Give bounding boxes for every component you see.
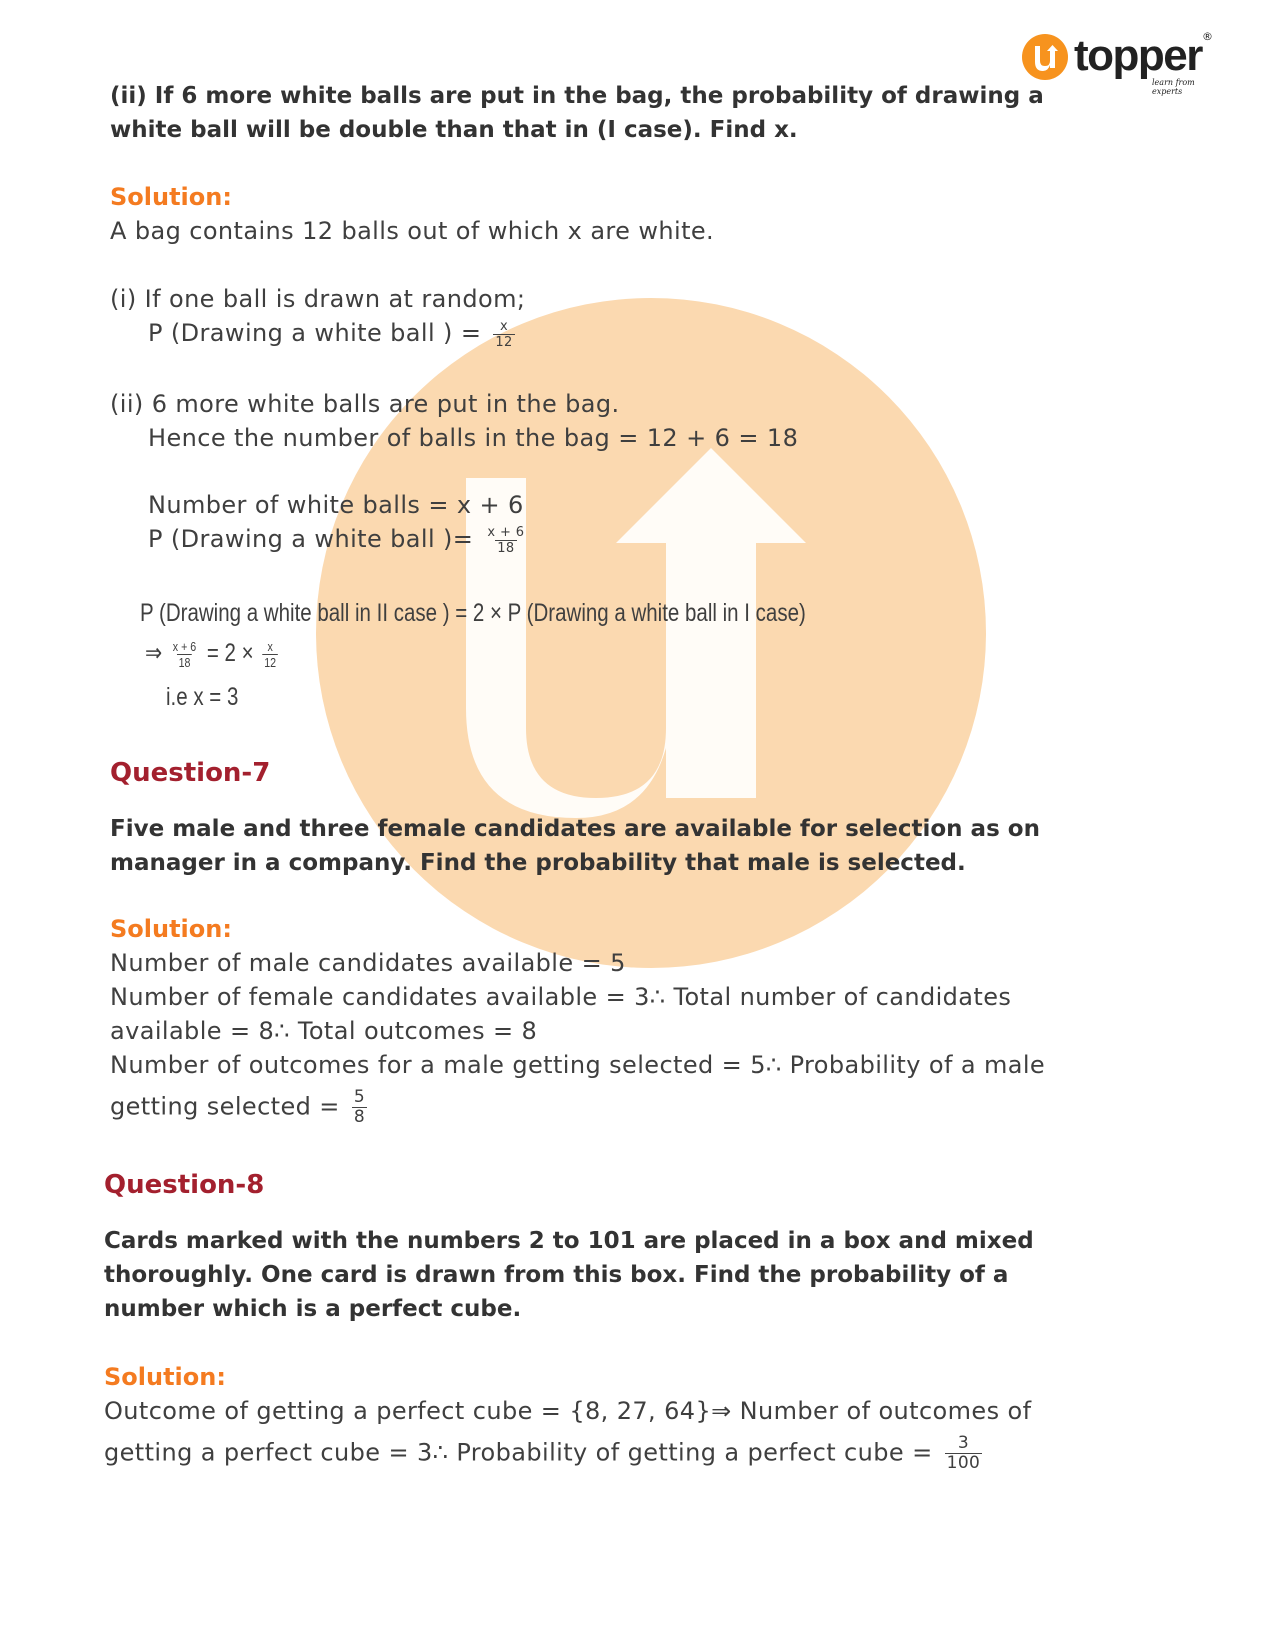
fraction (945, 1434, 983, 1473)
question-text: manager in a company. Find the probability that male is selected. (110, 850, 966, 876)
solution-line: Hence the number of balls in the bag = 12 + 6 = 18 (148, 424, 799, 452)
solution-line: Number of white balls = x + 6 (148, 491, 524, 519)
registered-mark: ® (1202, 30, 1213, 43)
solution-line: (i) If one ball is drawn at random; (110, 285, 526, 313)
question-text: white ball will be double than that in (I case). Find x. (110, 117, 798, 143)
solution-line (148, 522, 530, 556)
fraction-numerator: x + 6 (487, 524, 525, 540)
solution-line: Number of outcomes for a male getting selected = 5∴ Probability of a male (110, 1051, 1046, 1079)
prob-label: P (Drawing a white ball ) = (148, 319, 482, 347)
question-text: Five male and three female candidates are available for selection as on (110, 816, 1040, 842)
solution-line: Number of female candidates available = 3∴ Total number of candidates (110, 983, 1012, 1011)
fraction (485, 525, 526, 556)
fraction (171, 639, 198, 670)
solution-heading: Solution: (110, 183, 232, 211)
fraction-denominator: 12 (264, 654, 277, 670)
fraction (352, 1088, 367, 1127)
brand-name: topper (1074, 31, 1202, 80)
solution-line: (ii) 6 more white balls are put in the bag. (110, 390, 620, 418)
solution-line (110, 1088, 371, 1127)
brand-logo (1022, 30, 1222, 94)
question-text: (ii) If 6 more white balls are put in the bag, the probability of drawing a (110, 83, 1044, 109)
fraction-denominator: 8 (353, 1107, 366, 1127)
solution-line (104, 1434, 986, 1473)
solution-text: getting selected = (110, 1092, 340, 1121)
question-text: Cards marked with the numbers 2 to 101 are placed in a box and mixed (104, 1228, 1034, 1254)
question-heading: Question-8 (104, 1170, 265, 1200)
solution-line (148, 316, 519, 350)
fraction (493, 319, 514, 350)
brand-tagline: learn from experts (1152, 78, 1195, 96)
equation-middle: = 2 × (206, 639, 254, 667)
solution-line: available = 8∴ Total outcomes = 8 (110, 1017, 538, 1045)
fraction-denominator: 100 (946, 1453, 981, 1473)
solution-answer: i.e x = 3 (166, 683, 239, 711)
fraction-denominator: 12 (495, 334, 513, 350)
u-logo-icon (1022, 34, 1068, 80)
question-heading: Question-7 (110, 758, 271, 788)
prob-label: P (Drawing a white ball )= (148, 525, 474, 553)
fraction-denominator: 18 (497, 540, 515, 556)
fraction-numerator: 5 (353, 1087, 366, 1107)
solution-line: A bag contains 12 balls out of which x are white. (110, 217, 715, 245)
fraction-numerator: x (267, 638, 273, 654)
solution-line: Number of male candidates available = 5 (110, 949, 626, 977)
solution-text: getting a perfect cube = 3∴ Probability of getting a perfect cube = (104, 1438, 933, 1467)
question-text: number which is a perfect cube. (104, 1296, 522, 1322)
fraction-numerator: x + 6 (172, 638, 197, 654)
solution-heading: Solution: (104, 1363, 226, 1391)
solution-line: P (Drawing a white ball in II case ) = 2 × P (Drawing a white ball in I case) (140, 599, 806, 627)
solution-equation (145, 636, 281, 670)
fraction (263, 639, 278, 670)
solution-line: Outcome of getting a perfect cube = {8, 27, 64}⇒ Number of outcomes of (104, 1397, 1032, 1425)
implies-symbol: ⇒ (145, 639, 163, 667)
fraction-denominator: 18 (178, 654, 191, 670)
fraction-numerator: 3 (957, 1433, 970, 1453)
question-text: thoroughly. One card is drawn from this box. Find the probability of a (104, 1262, 1009, 1288)
solution-heading: Solution: (110, 915, 232, 943)
fraction-numerator: x (500, 318, 509, 334)
